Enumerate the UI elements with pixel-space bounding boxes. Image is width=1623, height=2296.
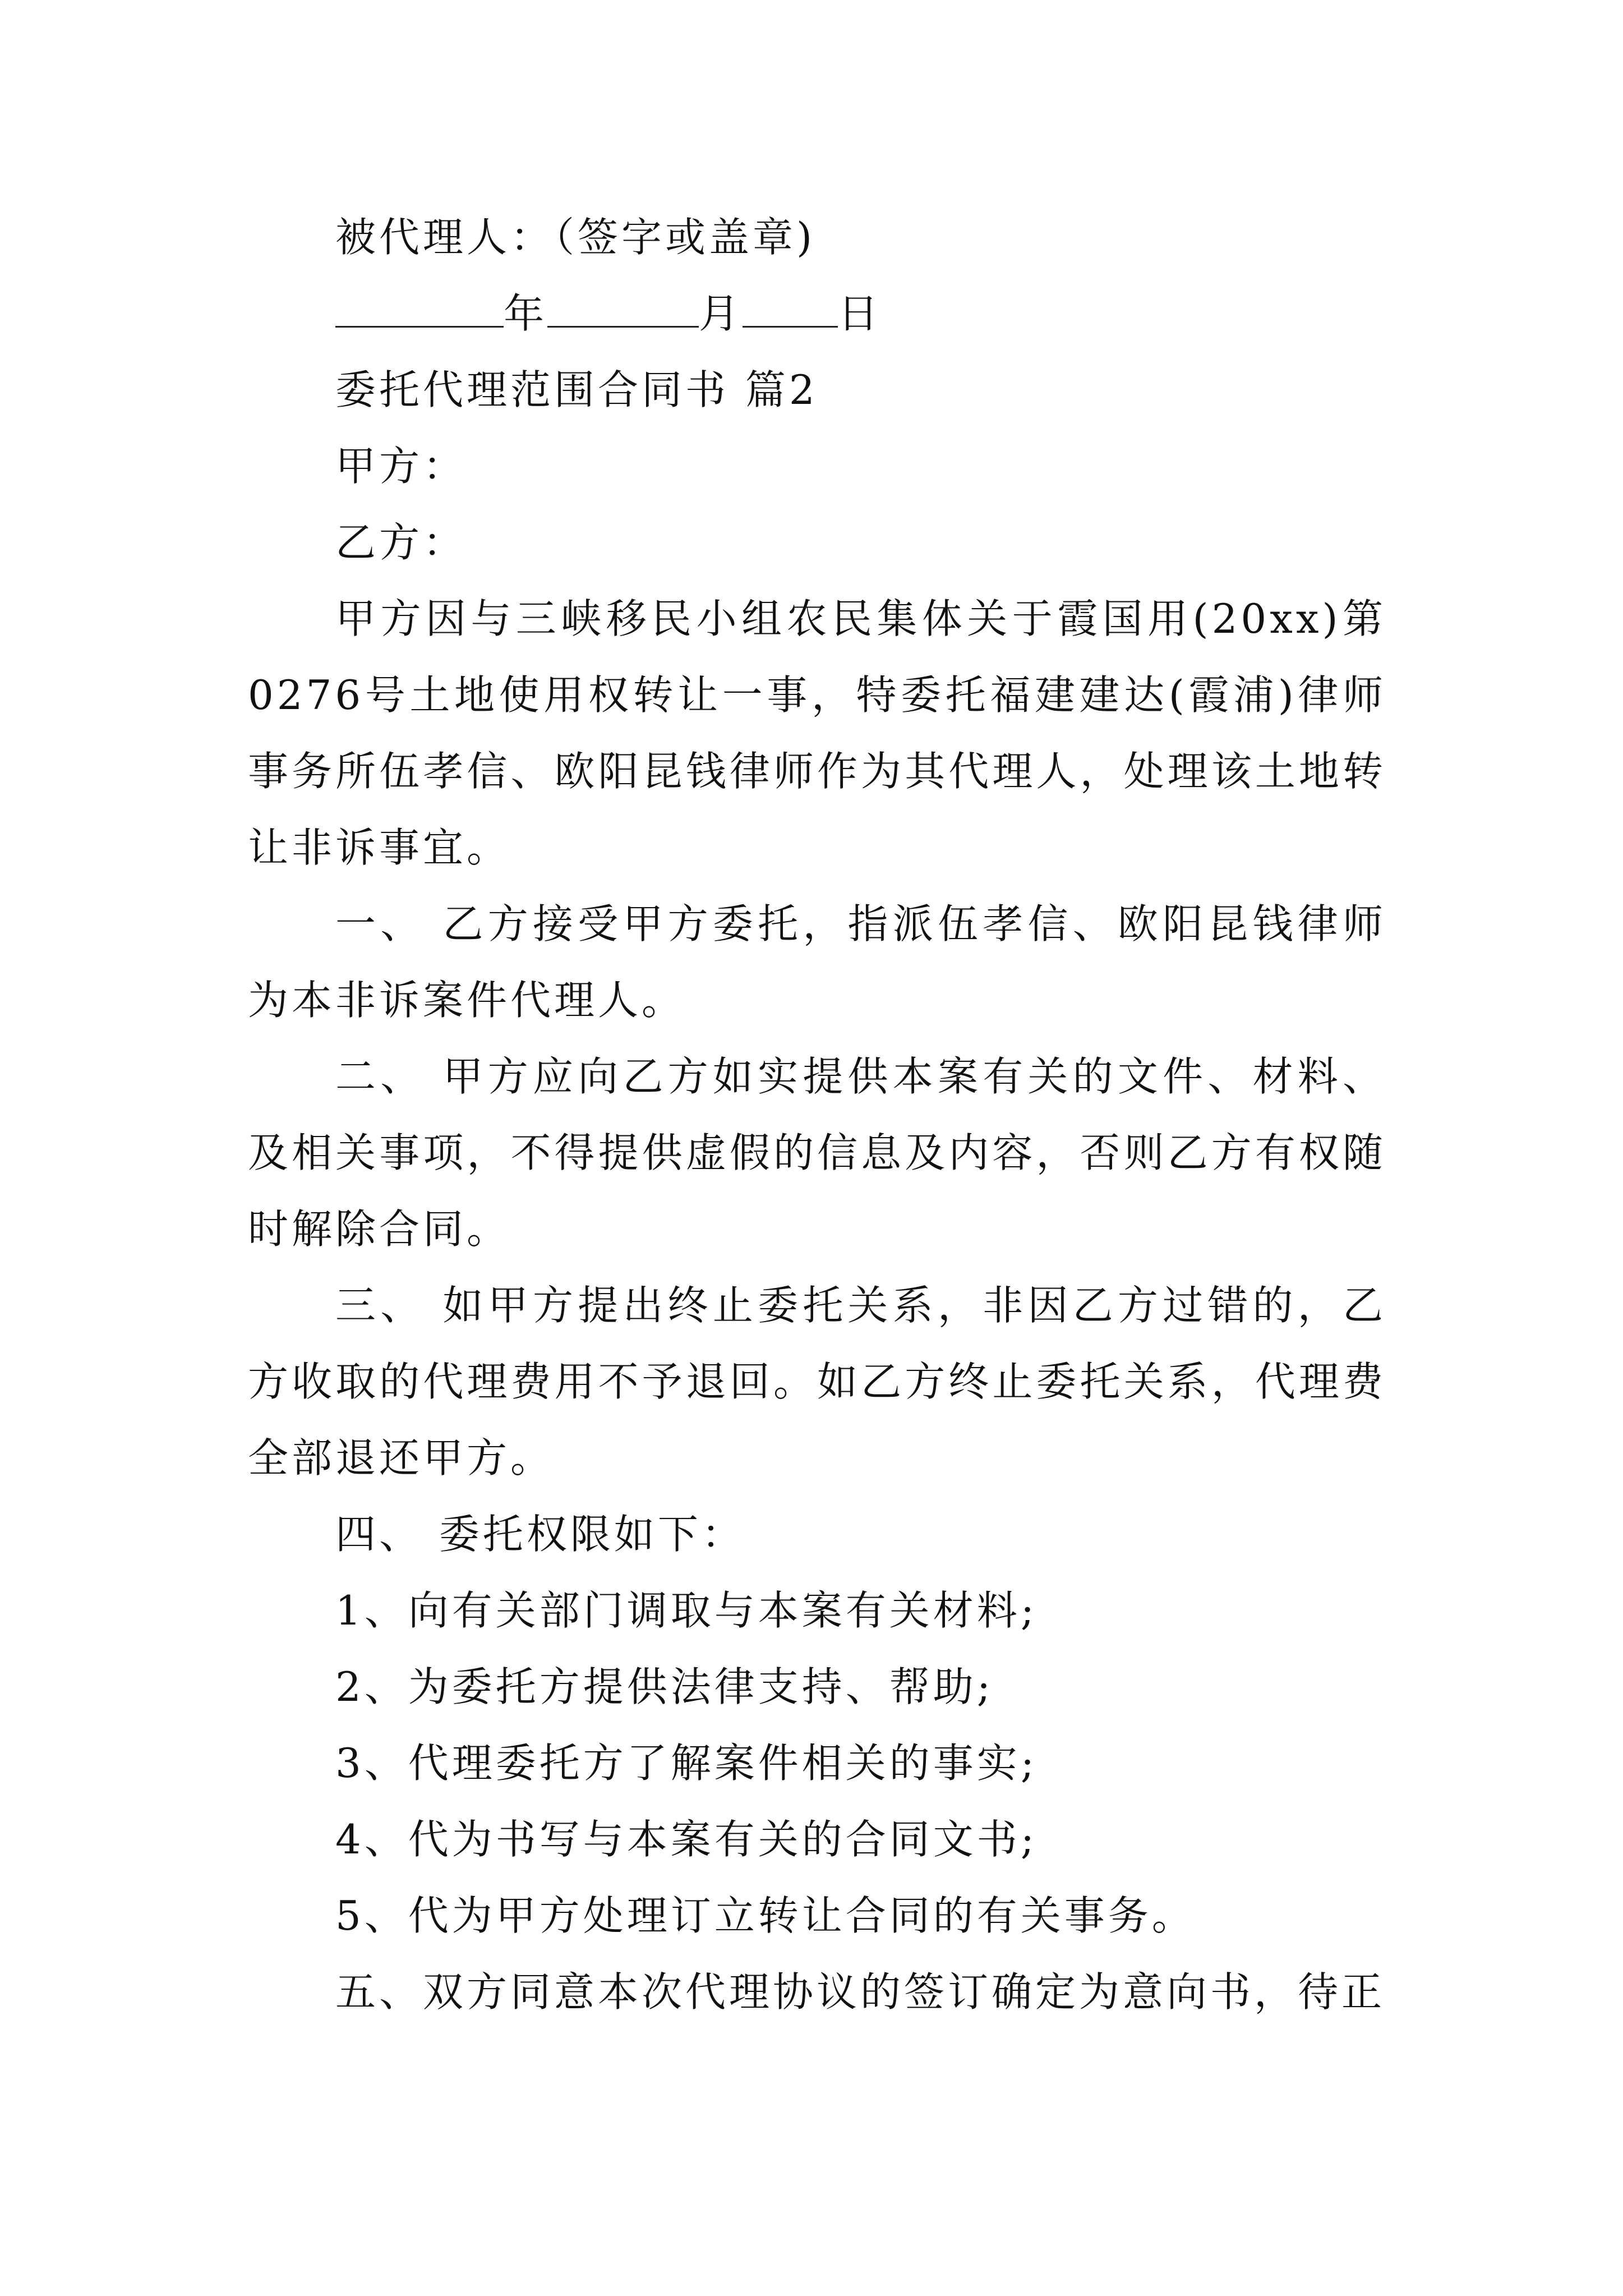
party-a-label: 甲方： — [335, 443, 467, 490]
month-blank — [547, 287, 699, 328]
intro-paragraph: 甲方因与三峡移民小组农民集体关于霞国用(20xx)第0276号土地使用权转让一事，特委托福建建达(霞浦)律师事务所伍孝信、欧阳昆钱律师作为其代理人，处理该土地转让非诉事宜。 — [248, 595, 1386, 871]
clause-1: 一、 乙方接受甲方委托，指派伍孝信、欧阳昆钱律师为本非诉案件代理人。 — [248, 900, 1386, 1024]
authority-item-5: 5、代为甲方处理订立转让合同的有关事务。 — [335, 1892, 1196, 1939]
clause-2: 二、 甲方应向乙方如实提供本案有关的文件、材料、及相关事项，不得提供虚假的信息及内容，否则乙方有权随时解除合同。 — [248, 1053, 1386, 1253]
authority-item-4: 4、代为书写与本案有关的合同文书; — [335, 1816, 1038, 1863]
date-line — [248, 275, 1386, 352]
year-blank — [335, 287, 504, 328]
year-label: 年 — [504, 290, 548, 337]
signature-label: 被代理人：（签字或盖章) — [335, 214, 816, 261]
clause-3: 三、 如甲方提出终止委托关系，非因乙方过错的，乙方收取的代理费用不予退回。如乙方终止委托关系，代理费全部退还甲方。 — [248, 1282, 1386, 1481]
document-body — [248, 199, 1386, 2030]
day-blank — [743, 287, 838, 328]
authority-item-3: 3、代理委托方了解案件相关的事实; — [335, 1740, 1038, 1787]
clause-5: 五、双方同意本次代理协议的签订确定为意向书，待正 — [335, 1968, 1386, 2016]
section-title: 委托代理范围合同书 篇2 — [335, 366, 818, 413]
month-label: 月 — [699, 290, 743, 337]
clause-4: 四、 委托权限如下： — [335, 1511, 745, 1558]
day-label: 日 — [838, 290, 882, 337]
party-b-label: 乙方： — [335, 519, 467, 566]
authority-item-1: 1、向有关部门调取与本案有关材料; — [335, 1587, 1038, 1634]
authority-item-2: 2、为委托方提供法律支持、帮助; — [335, 1663, 994, 1710]
